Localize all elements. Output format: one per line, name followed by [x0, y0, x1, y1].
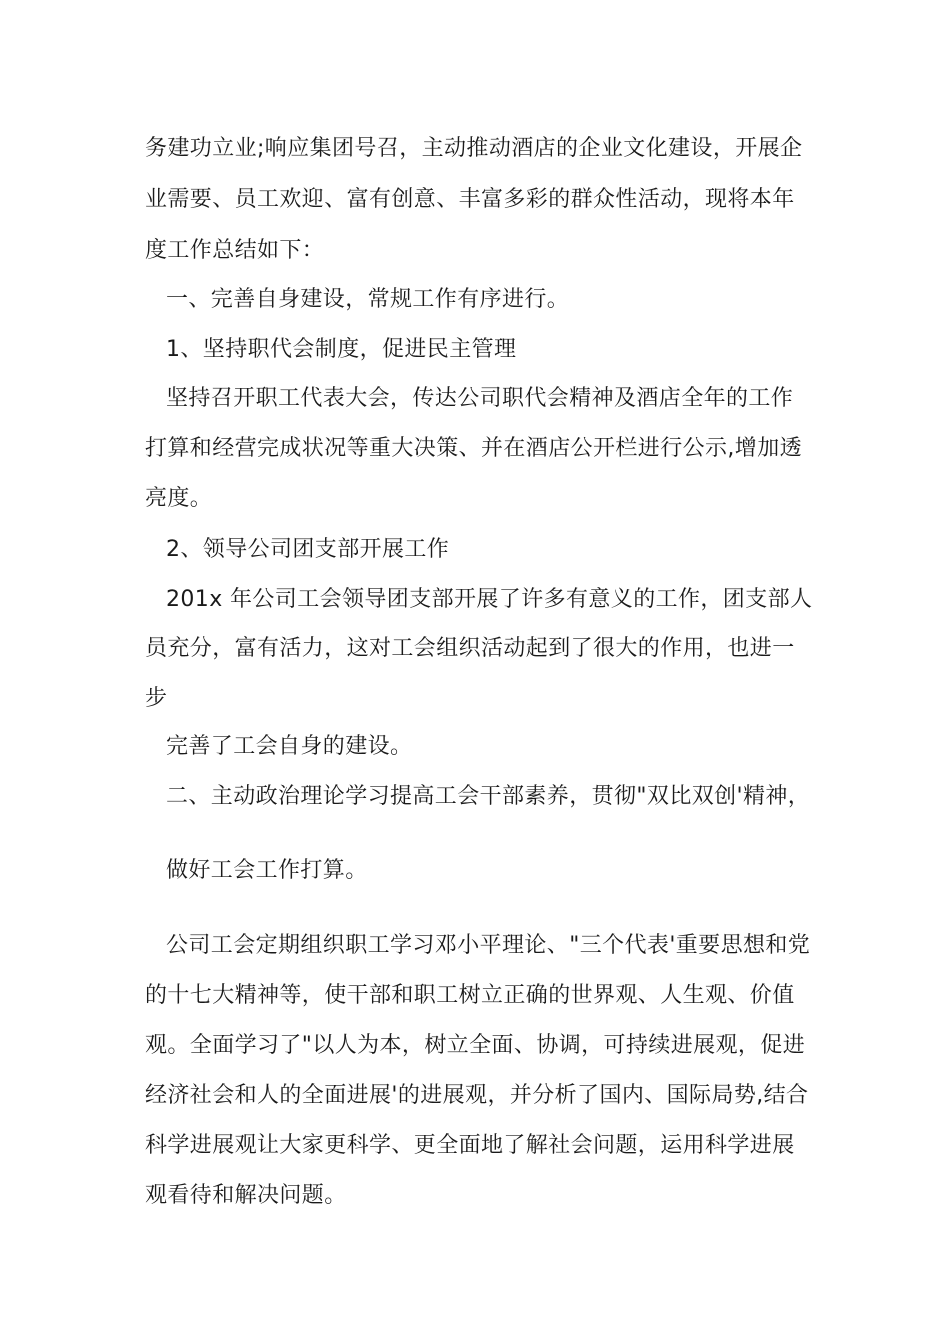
body-text-line: 坚持召开职工代表大会，传达公司职代会精神及酒店全年的工作: [166, 386, 794, 411]
body-text-line: 亮度。: [145, 486, 213, 511]
section-heading-1: 一、完善自身建设，常规工作有序进行。: [166, 287, 570, 312]
subsection-heading-2: 2、领导公司团支部开展工作: [166, 537, 450, 562]
body-text-line: 科学进展观让大家更科学、更全面地了解社会问题，运用科学进展: [145, 1133, 795, 1158]
body-text-line: 公司工会定期组织职工学习邓小平理论、"三个代表'重要思想和党: [166, 933, 811, 958]
subsection-heading-1: 1、坚持职代会制度，促进民主管理: [166, 337, 517, 362]
section-heading-2: 二、主动政治理论学习提高工会干部素养，贯彻"双比双创'精神，: [166, 784, 811, 809]
body-text-line: 的十七大精神等，使干部和职工树立正确的世界观、人生观、价值: [145, 983, 795, 1008]
body-text-line: 观看待和解决问题。: [145, 1183, 347, 1208]
body-text-line: 打算和经营完成状况等重大决策、并在酒店公开栏进行公示,增加透: [145, 436, 802, 461]
body-text-line: 完善了工会自身的建设。: [166, 734, 413, 759]
body-text-line: 观。全面学习了"以人为本，树立全面、协调，可持续进展观，促进: [145, 1033, 806, 1058]
body-text-line: 业需要、员工欢迎、富有创意、丰富多彩的群众性活动，现将本年: [145, 187, 795, 212]
body-text-line: 员充分，富有活力，这对工会组织活动起到了很大的作用，也进一: [145, 636, 795, 661]
body-text-line: 201x 年公司工会领导团支部开展了许多有意义的工作，团支部人: [166, 587, 813, 612]
section-heading-2-continued: 做好工会工作打算。: [166, 858, 368, 883]
body-text-line: 步: [145, 686, 168, 711]
body-text-line: 经济社会和人的全面进展'的进展观，并分析了国内、国际局势,结合: [145, 1083, 809, 1108]
body-text-line: 务建功立业;响应集团号召，主动推动酒店的企业文化建设，开展企: [145, 136, 803, 161]
body-text-line: 度工作总结如下：: [145, 238, 325, 263]
